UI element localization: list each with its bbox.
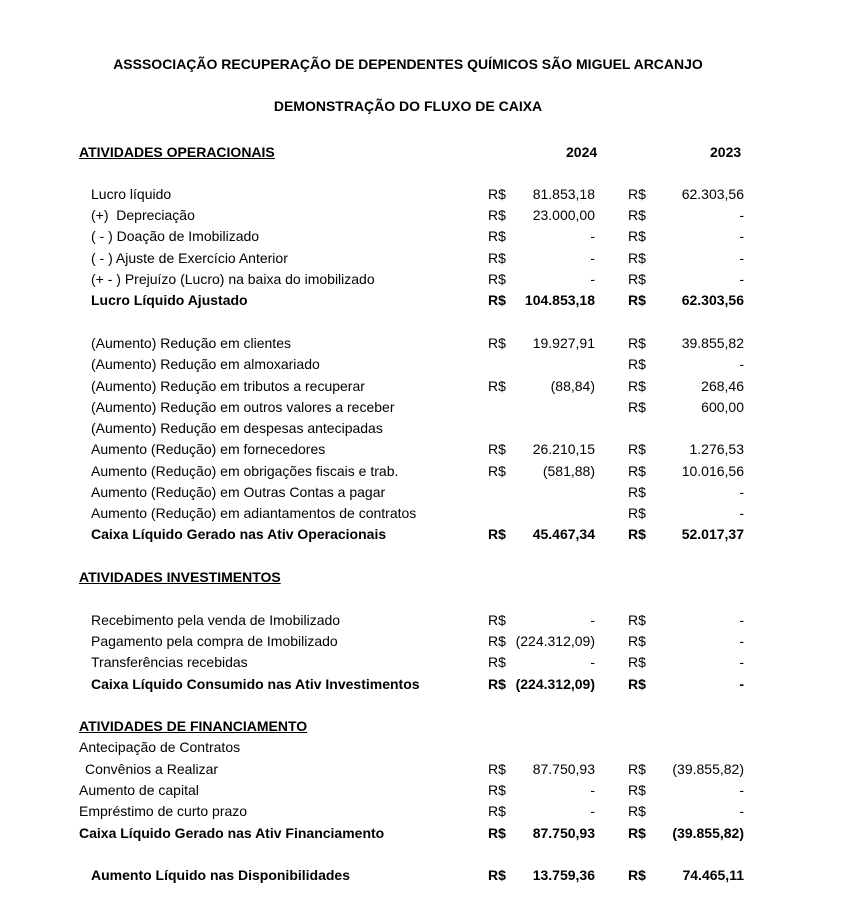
currency-2024: R$ bbox=[488, 526, 506, 542]
currency-2023: R$ bbox=[628, 761, 646, 777]
row-label: Empréstimo de curto prazo bbox=[79, 803, 248, 819]
value-2024: (581,88) bbox=[542, 463, 595, 479]
value-2024: 23.000,00 bbox=[532, 207, 595, 223]
table-row bbox=[0, 333, 865, 353]
table-row bbox=[0, 461, 865, 481]
value-2024: 45.467,34 bbox=[532, 526, 595, 542]
value-2023: 62.303,56 bbox=[681, 292, 744, 308]
value-2023: (39.855,82) bbox=[672, 761, 744, 777]
value-2023: 39.855,82 bbox=[681, 335, 744, 351]
currency-2024: R$ bbox=[488, 378, 506, 394]
currency-2024: R$ bbox=[488, 803, 506, 819]
row-label: (+ - ) Prejuízo (Lucro) na baixa do imobilizado bbox=[91, 271, 375, 287]
currency-2024: R$ bbox=[488, 782, 506, 798]
table-row bbox=[0, 354, 865, 374]
currency-2024: R$ bbox=[488, 761, 506, 777]
currency-2023: R$ bbox=[628, 207, 646, 223]
currency-2024: R$ bbox=[488, 633, 506, 649]
value-2023: - bbox=[739, 676, 744, 692]
currency-2024: R$ bbox=[488, 867, 506, 883]
value-2024: 87.750,93 bbox=[532, 825, 595, 841]
value-2024: 26.210,15 bbox=[532, 441, 595, 457]
table-row bbox=[0, 290, 865, 310]
currency-2023: R$ bbox=[628, 356, 646, 372]
value-2023: 52.017,37 bbox=[681, 526, 744, 542]
row-label: ( - ) Ajuste de Exercício Anterior bbox=[91, 250, 288, 266]
table-row bbox=[0, 482, 865, 502]
row-label: (Aumento) Redução em despesas antecipadas bbox=[91, 420, 383, 436]
currency-2023: R$ bbox=[628, 441, 646, 457]
row-label: (Aumento) Redução em outros valores a receber bbox=[91, 399, 395, 415]
row-label: (Aumento) Redução em clientes bbox=[91, 335, 291, 351]
currency-2024: R$ bbox=[488, 463, 506, 479]
value-2023: 62.303,56 bbox=[681, 186, 744, 202]
value-2023: - bbox=[739, 782, 744, 798]
value-2024: (224.312,09) bbox=[515, 676, 595, 692]
currency-2023: R$ bbox=[628, 463, 646, 479]
section-financing-activities: ATIVIDADES DE FINANCIAMENTO bbox=[79, 718, 308, 734]
row-label: Antecipação de Contratos bbox=[79, 739, 241, 755]
table-row bbox=[0, 674, 865, 694]
value-2023: 268,46 bbox=[701, 378, 744, 394]
value-2023: - bbox=[739, 271, 744, 287]
value-2024: (224.312,09) bbox=[515, 633, 595, 649]
value-2024: - bbox=[590, 782, 595, 798]
currency-2023: R$ bbox=[628, 505, 646, 521]
row-label: Lucro líquido bbox=[91, 186, 172, 202]
currency-2023: R$ bbox=[628, 633, 646, 649]
row-label: Recebimento pela venda de Imobilizado bbox=[91, 612, 341, 628]
currency-2023: R$ bbox=[628, 676, 646, 692]
row-label: Transferências recebidas bbox=[91, 654, 248, 670]
value-2023: - bbox=[739, 250, 744, 266]
table-row bbox=[0, 801, 865, 821]
row-label: Aumento (Redução) em Outras Contas a pagar bbox=[91, 484, 386, 500]
table-row bbox=[0, 780, 865, 800]
value-2023: 1.276,53 bbox=[689, 441, 744, 457]
currency-2023: R$ bbox=[628, 803, 646, 819]
row-label: Aumento (Redução) em adiantamentos de contratos bbox=[91, 505, 417, 521]
value-2023: - bbox=[739, 207, 744, 223]
report-title: DEMONSTRAÇÃO DO FLUXO DE CAIXA bbox=[273, 98, 543, 114]
row-label: Aumento (Redução) em obrigações fiscais e trab. bbox=[91, 463, 399, 479]
row-label: Aumento (Redução) em fornecedores bbox=[91, 441, 326, 457]
organization-name: ASSSOCIAÇÃO RECUPERAÇÃO DE DEPENDENTES QUÍMICOS SÃO MIGUEL ARCANJO bbox=[113, 56, 703, 72]
table-row bbox=[0, 226, 865, 246]
currency-2024: R$ bbox=[488, 271, 506, 287]
row-label: Aumento de capital bbox=[79, 782, 199, 798]
row-label: (Aumento) Redução em tributos a recuperar bbox=[91, 378, 365, 394]
value-2024: 104.853,18 bbox=[524, 292, 595, 308]
row-label: Caixa Líquido Gerado nas Ativ Financiamento bbox=[79, 825, 385, 841]
value-2024: - bbox=[590, 228, 595, 244]
value-2023: 10.016,56 bbox=[681, 463, 744, 479]
currency-2023: R$ bbox=[628, 867, 646, 883]
row-label: Aumento Líquido nas Disponibilidades bbox=[91, 867, 351, 883]
currency-2023: R$ bbox=[628, 399, 646, 415]
currency-2024: R$ bbox=[488, 441, 506, 457]
currency-2024: R$ bbox=[488, 250, 506, 266]
currency-2024: R$ bbox=[488, 228, 506, 244]
value-2024: - bbox=[590, 612, 595, 628]
table-row bbox=[0, 376, 865, 396]
currency-2023: R$ bbox=[628, 612, 646, 628]
currency-2024: R$ bbox=[488, 654, 506, 670]
table-row bbox=[0, 524, 865, 544]
currency-2023: R$ bbox=[628, 292, 646, 308]
currency-2024: R$ bbox=[488, 292, 506, 308]
value-2024: - bbox=[590, 654, 595, 670]
value-2023: - bbox=[739, 505, 744, 521]
value-2024: 81.853,18 bbox=[532, 186, 595, 202]
value-2024: - bbox=[590, 803, 595, 819]
currency-2023: R$ bbox=[628, 825, 646, 841]
value-2024: - bbox=[590, 271, 595, 287]
currency-2023: R$ bbox=[628, 250, 646, 266]
row-label: Lucro Líquido Ajustado bbox=[91, 292, 248, 308]
table-row bbox=[0, 610, 865, 630]
row-label: Caixa Líquido Consumido nas Ativ Investimentos bbox=[91, 676, 420, 692]
currency-2023: R$ bbox=[628, 186, 646, 202]
currency-2023: R$ bbox=[628, 271, 646, 287]
currency-2023: R$ bbox=[628, 228, 646, 244]
table-row bbox=[0, 503, 865, 523]
value-2024: 87.750,93 bbox=[532, 761, 595, 777]
year-2023-header: 2023 bbox=[710, 144, 742, 160]
table-row bbox=[0, 823, 865, 843]
currency-2023: R$ bbox=[628, 526, 646, 542]
value-2023: (39.855,82) bbox=[672, 825, 744, 841]
row-label: ( - ) Doação de Imobilizado bbox=[91, 228, 260, 244]
value-2023: - bbox=[739, 654, 744, 670]
row-label: Convênios a Realizar bbox=[85, 761, 219, 777]
value-2023: - bbox=[739, 803, 744, 819]
row-label: (Aumento) Redução em almoxariado bbox=[91, 356, 320, 372]
table-row bbox=[0, 205, 865, 225]
currency-2024: R$ bbox=[488, 207, 506, 223]
currency-2023: R$ bbox=[628, 335, 646, 351]
row-label: Pagamento pela compra de Imobilizado bbox=[91, 633, 338, 649]
currency-2024: R$ bbox=[488, 612, 506, 628]
table-row bbox=[0, 737, 865, 757]
currency-2023: R$ bbox=[628, 782, 646, 798]
value-2023: - bbox=[739, 633, 744, 649]
currency-2023: R$ bbox=[628, 484, 646, 500]
table-row bbox=[0, 652, 865, 672]
section-operating-activities: ATIVIDADES OPERACIONAIS bbox=[79, 144, 275, 160]
currency-2024: R$ bbox=[488, 825, 506, 841]
value-2024: 13.759,36 bbox=[532, 867, 595, 883]
currency-2024: R$ bbox=[488, 335, 506, 351]
row-label: Caixa Líquido Gerado nas Ativ Operacionais bbox=[91, 526, 387, 542]
currency-2024: R$ bbox=[488, 676, 506, 692]
value-2023: 600,00 bbox=[701, 399, 744, 415]
table-row bbox=[0, 269, 865, 289]
currency-2023: R$ bbox=[628, 378, 646, 394]
currency-2023: R$ bbox=[628, 654, 646, 670]
table-row bbox=[0, 439, 865, 459]
table-row bbox=[0, 184, 865, 204]
year-2024-header: 2024 bbox=[566, 144, 598, 160]
value-2024: 19.927,91 bbox=[532, 335, 595, 351]
value-2023: 74.465,11 bbox=[682, 867, 744, 883]
table-row bbox=[0, 248, 865, 268]
value-2023: - bbox=[739, 356, 744, 372]
row-label: (+) Depreciação bbox=[91, 207, 195, 223]
value-2023: - bbox=[739, 228, 744, 244]
table-row bbox=[0, 865, 865, 885]
value-2023: - bbox=[739, 484, 744, 500]
value-2024: (88,84) bbox=[550, 378, 595, 394]
table-row bbox=[0, 418, 865, 438]
value-2024: - bbox=[590, 250, 595, 266]
currency-2024: R$ bbox=[488, 186, 506, 202]
table-row bbox=[0, 631, 865, 651]
section-investment-activities: ATIVIDADES INVESTIMENTOS bbox=[79, 569, 281, 585]
value-2023: - bbox=[739, 612, 744, 628]
table-row bbox=[0, 759, 865, 779]
table-row bbox=[0, 397, 865, 417]
